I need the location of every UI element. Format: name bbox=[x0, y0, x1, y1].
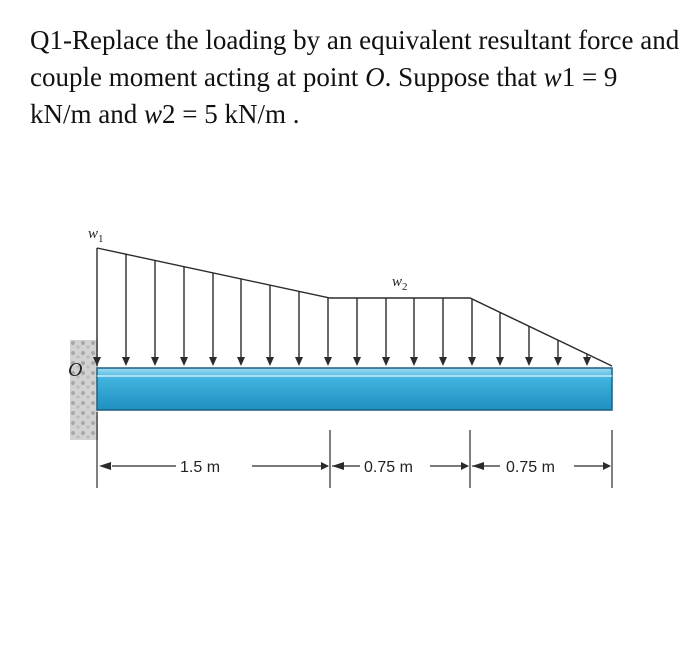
wall-support bbox=[70, 340, 98, 440]
load-arrow-head bbox=[353, 357, 361, 366]
load-arrow-head bbox=[180, 357, 188, 366]
w1-subscript: 1 bbox=[561, 62, 576, 92]
dim-label-2: 0.75 m bbox=[364, 459, 413, 476]
w1-value: = 9 kN/m and bbox=[30, 62, 618, 129]
load-arrow-head bbox=[324, 357, 332, 366]
point-o-ref: O bbox=[365, 62, 385, 92]
w2-symbol: w bbox=[144, 99, 163, 129]
load-arrow-head bbox=[266, 357, 274, 366]
load-arrow-head bbox=[468, 357, 476, 366]
w2-label: $w_2$ bbox=[392, 274, 408, 293]
dimension-lines bbox=[97, 412, 612, 488]
load-arrow-head bbox=[237, 357, 245, 366]
w1-symbol: w bbox=[543, 62, 562, 92]
w1-label: $w_1$ bbox=[88, 226, 104, 245]
dim-label-3: 0.75 m bbox=[506, 459, 555, 476]
question-prefix: Q1-Replace the loading by an equivalent resultant force and couple moment acting at point bbox=[30, 25, 680, 92]
load-arrow-head bbox=[209, 357, 217, 366]
dim-arrowhead-right-left bbox=[472, 462, 484, 470]
load-outline bbox=[97, 248, 612, 366]
load-arrow-head bbox=[496, 357, 504, 366]
load-arrow-head bbox=[151, 357, 159, 366]
load-arrows bbox=[93, 254, 591, 366]
w2-value: = 5 kN/m . bbox=[175, 99, 300, 129]
dim-arrowhead-mid-left bbox=[332, 462, 344, 470]
load-arrow-head bbox=[122, 357, 130, 366]
beam bbox=[97, 368, 612, 410]
load-arrow-head bbox=[439, 357, 447, 366]
question-mid: . Suppose that bbox=[384, 62, 544, 92]
load-arrow-head bbox=[583, 357, 591, 366]
load-arrow-head bbox=[295, 357, 303, 366]
w2-subscript: 2 bbox=[162, 99, 176, 129]
load-arrow-head bbox=[410, 357, 418, 366]
dim-arrowhead-left bbox=[99, 462, 111, 470]
load-arrow-head bbox=[382, 357, 390, 366]
load-arrow-head bbox=[554, 357, 562, 366]
load-arrow-head bbox=[525, 357, 533, 366]
point-o-label: O bbox=[68, 359, 83, 381]
dim-label-1: 1.5 m bbox=[180, 459, 221, 476]
